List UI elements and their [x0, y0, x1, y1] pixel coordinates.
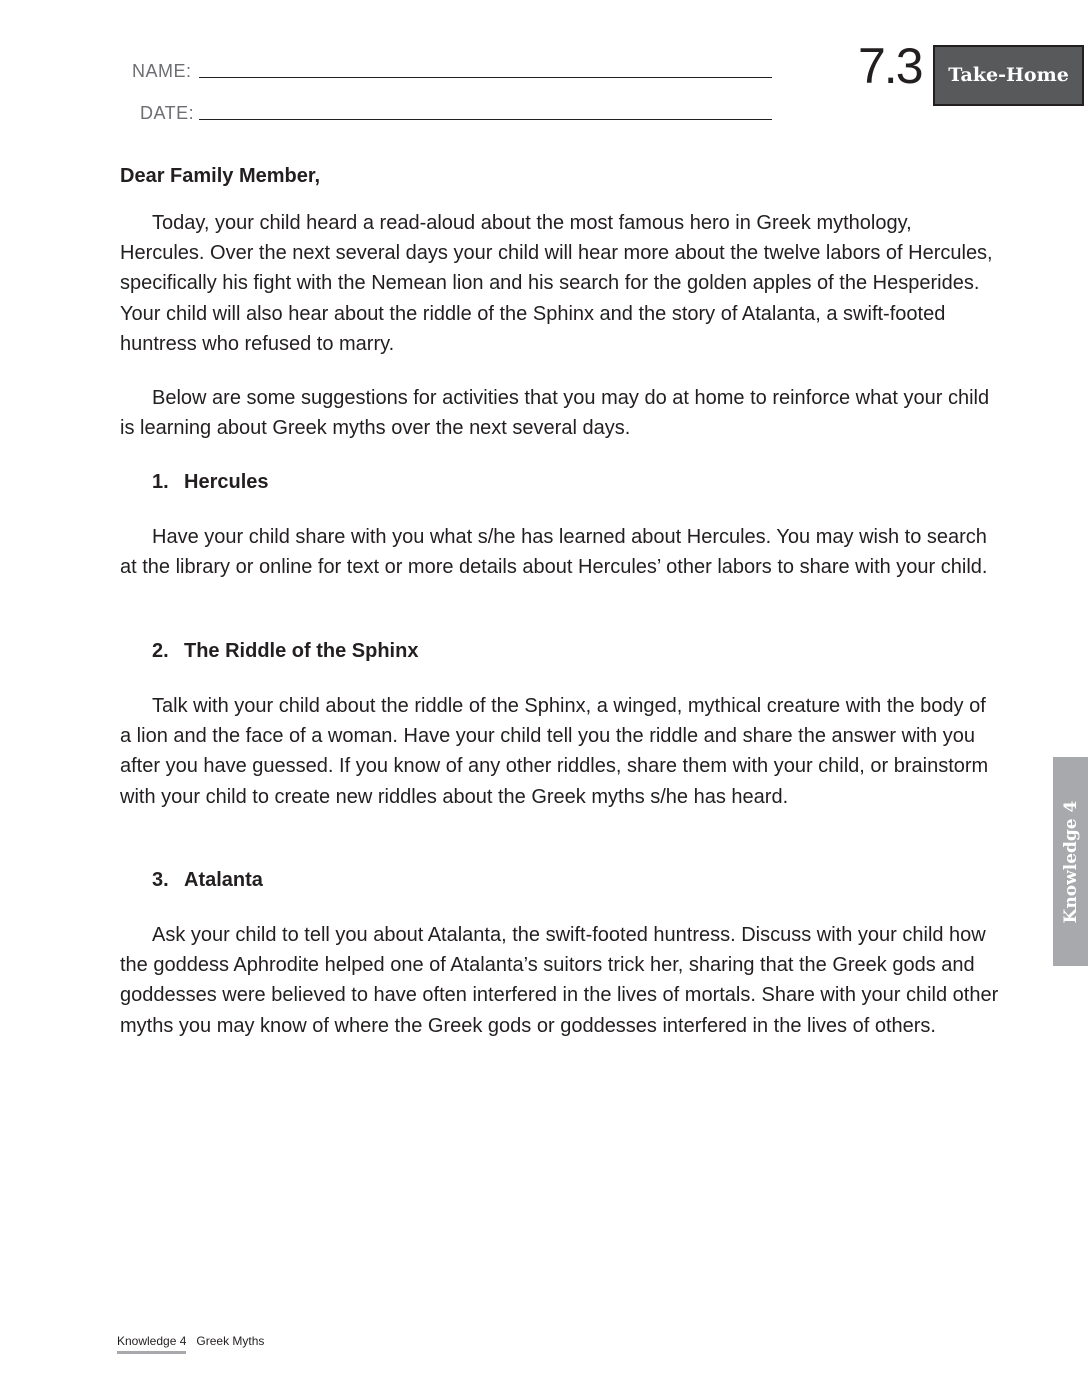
section-number: 1.	[152, 471, 169, 493]
footer-program: Knowledge 4	[117, 1334, 186, 1354]
page-number: 7.3	[858, 38, 922, 94]
section-body: Ask your child to tell you about Atalanta, the swift-footed huntress. Discuss with your child how the goddess Aphrodite helped one of Atalanta’s suitors trick her, sharing that the Greek gods and goddesses were believed to have often interfered in the lives of mortals. Share with your child other myths you may know of where the Greek gods or goddesses interfered in the lives of others.	[120, 924, 999, 1037]
section-number: 3.	[152, 869, 169, 891]
footer-unit: Greek Myths	[196, 1334, 265, 1348]
section-heading	[152, 471, 269, 494]
section-title: The Riddle of the Sphinx	[184, 640, 419, 662]
date-label: DATE:	[140, 103, 195, 123]
take-home-badge: Take-Home	[933, 45, 1084, 106]
name-label: NAME:	[132, 61, 192, 81]
intro-paragraph: Today, your child heard a read-aloud about the most famous hero in Greek mythology, Hercules. Over the next several days your child will hear more about the twelve labors of Hercules, specifically his fight with the Nemean lion and his search for the golden apples of the Hesperides. Your child will also hear about the riddle of the Sphinx and the story of Atalanta, a swift-footed huntress who refused to marry.	[120, 212, 993, 355]
section-body: Have your child share with you what s/he has learned about Hercules. You may wish to search at the library or online for text or more details about Hercules’ other labors to share with your child.	[120, 526, 988, 579]
side-tab	[1053, 757, 1088, 966]
section-body: Talk with your child about the riddle of the Sphinx, a winged, mythical creature with the body of a lion and the face of a woman. Have your child tell you the riddle and share the answer with you after you have guessed. If you know of any other riddles, share them with your child, or brainstorm with your child to create new riddles about the Greek myths s/he has heard.	[120, 695, 989, 808]
name-field[interactable]	[199, 77, 772, 78]
section-number: 2.	[152, 640, 169, 662]
side-tab-label: Knowledge 4	[1060, 800, 1081, 923]
section-heading	[152, 869, 263, 892]
intro-paragraph: Below are some suggestions for activities that you may do at home to reinforce what your child is learning about Greek myths over the next several days.	[120, 387, 990, 440]
section-title: Atalanta	[184, 869, 263, 891]
section-title: Hercules	[184, 471, 269, 493]
date-field[interactable]	[199, 119, 772, 120]
footer	[117, 1334, 264, 1354]
salutation: Dear Family Member,	[120, 165, 321, 187]
section-heading	[152, 640, 418, 663]
